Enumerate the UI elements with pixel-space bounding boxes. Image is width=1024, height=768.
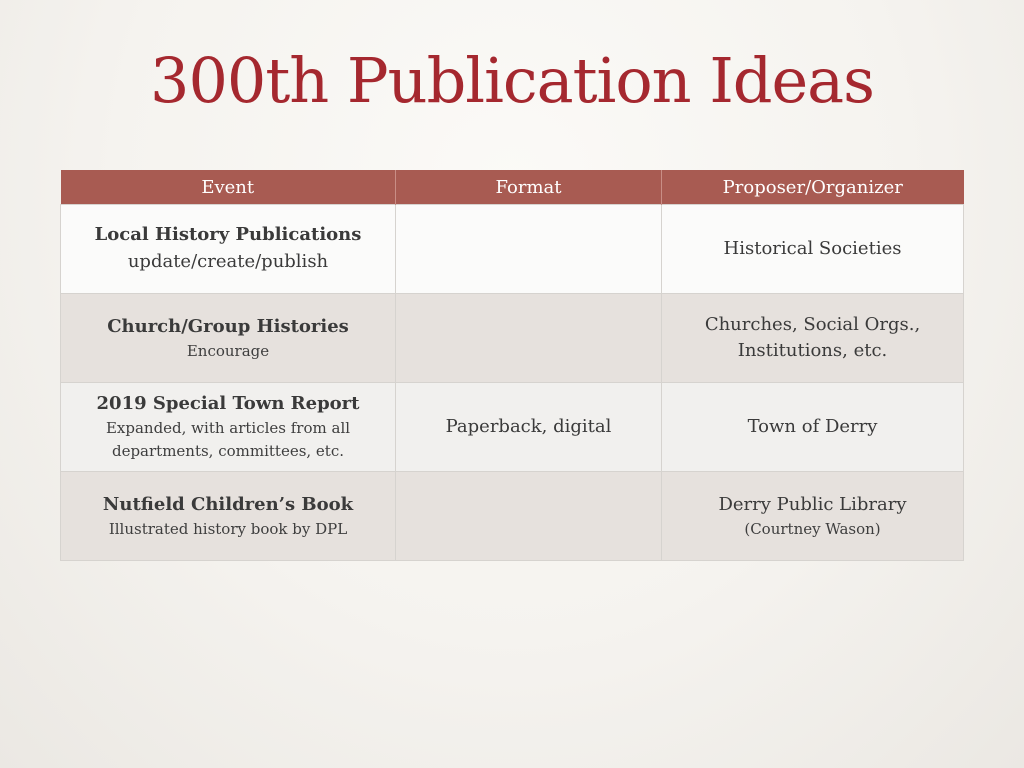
event-cell <box>61 205 396 294</box>
event-title: 2019 Special Town Report <box>96 393 360 414</box>
format-cell <box>396 205 662 294</box>
header-proposer: Proposer/Organizer <box>662 170 964 205</box>
event-cell <box>61 472 396 561</box>
proposer-text-line2: Institutions, etc. <box>737 340 888 361</box>
table-row <box>61 205 964 294</box>
format-cell <box>396 472 662 561</box>
proposer-text: Historical Societies <box>723 238 902 259</box>
table-row <box>61 383 964 472</box>
event-title: Nutfield Children’s Book <box>102 493 354 515</box>
proposer-cell <box>662 472 964 561</box>
event-cell <box>61 383 396 472</box>
event-subtitle: update/create/publish <box>127 251 329 272</box>
publication-ideas-table <box>60 170 964 561</box>
event-subtitle: Encourage <box>186 341 270 360</box>
proposer-text: Town of Derry <box>747 416 878 437</box>
format-cell <box>396 294 662 383</box>
event-subtitle: Illustrated history book by DPL <box>108 519 348 538</box>
header-format: Format <box>396 170 662 205</box>
event-subtitle-line2: departments, committees, etc. <box>111 442 345 460</box>
format-cell <box>396 383 662 472</box>
table-row <box>61 294 964 383</box>
proposer-note: (Courtney Wason) <box>744 520 881 538</box>
slide-title: 300th Publication Ideas <box>150 44 874 117</box>
proposer-text-line1: Churches, Social Orgs., <box>704 314 921 335</box>
event-title: Local History Publications <box>94 224 362 245</box>
header-event: Event <box>61 170 396 205</box>
table-row <box>61 472 964 561</box>
event-cell <box>61 294 396 383</box>
proposer-text: Derry Public Library <box>718 494 907 515</box>
table-header-row <box>61 170 964 205</box>
format-text: Paperback, digital <box>445 416 612 437</box>
event-title: Church/Group Histories <box>107 315 349 337</box>
proposer-cell <box>662 205 964 294</box>
proposer-cell <box>662 294 964 383</box>
proposer-cell <box>662 383 964 472</box>
event-subtitle-line1: Expanded, with articles from all <box>105 419 351 437</box>
